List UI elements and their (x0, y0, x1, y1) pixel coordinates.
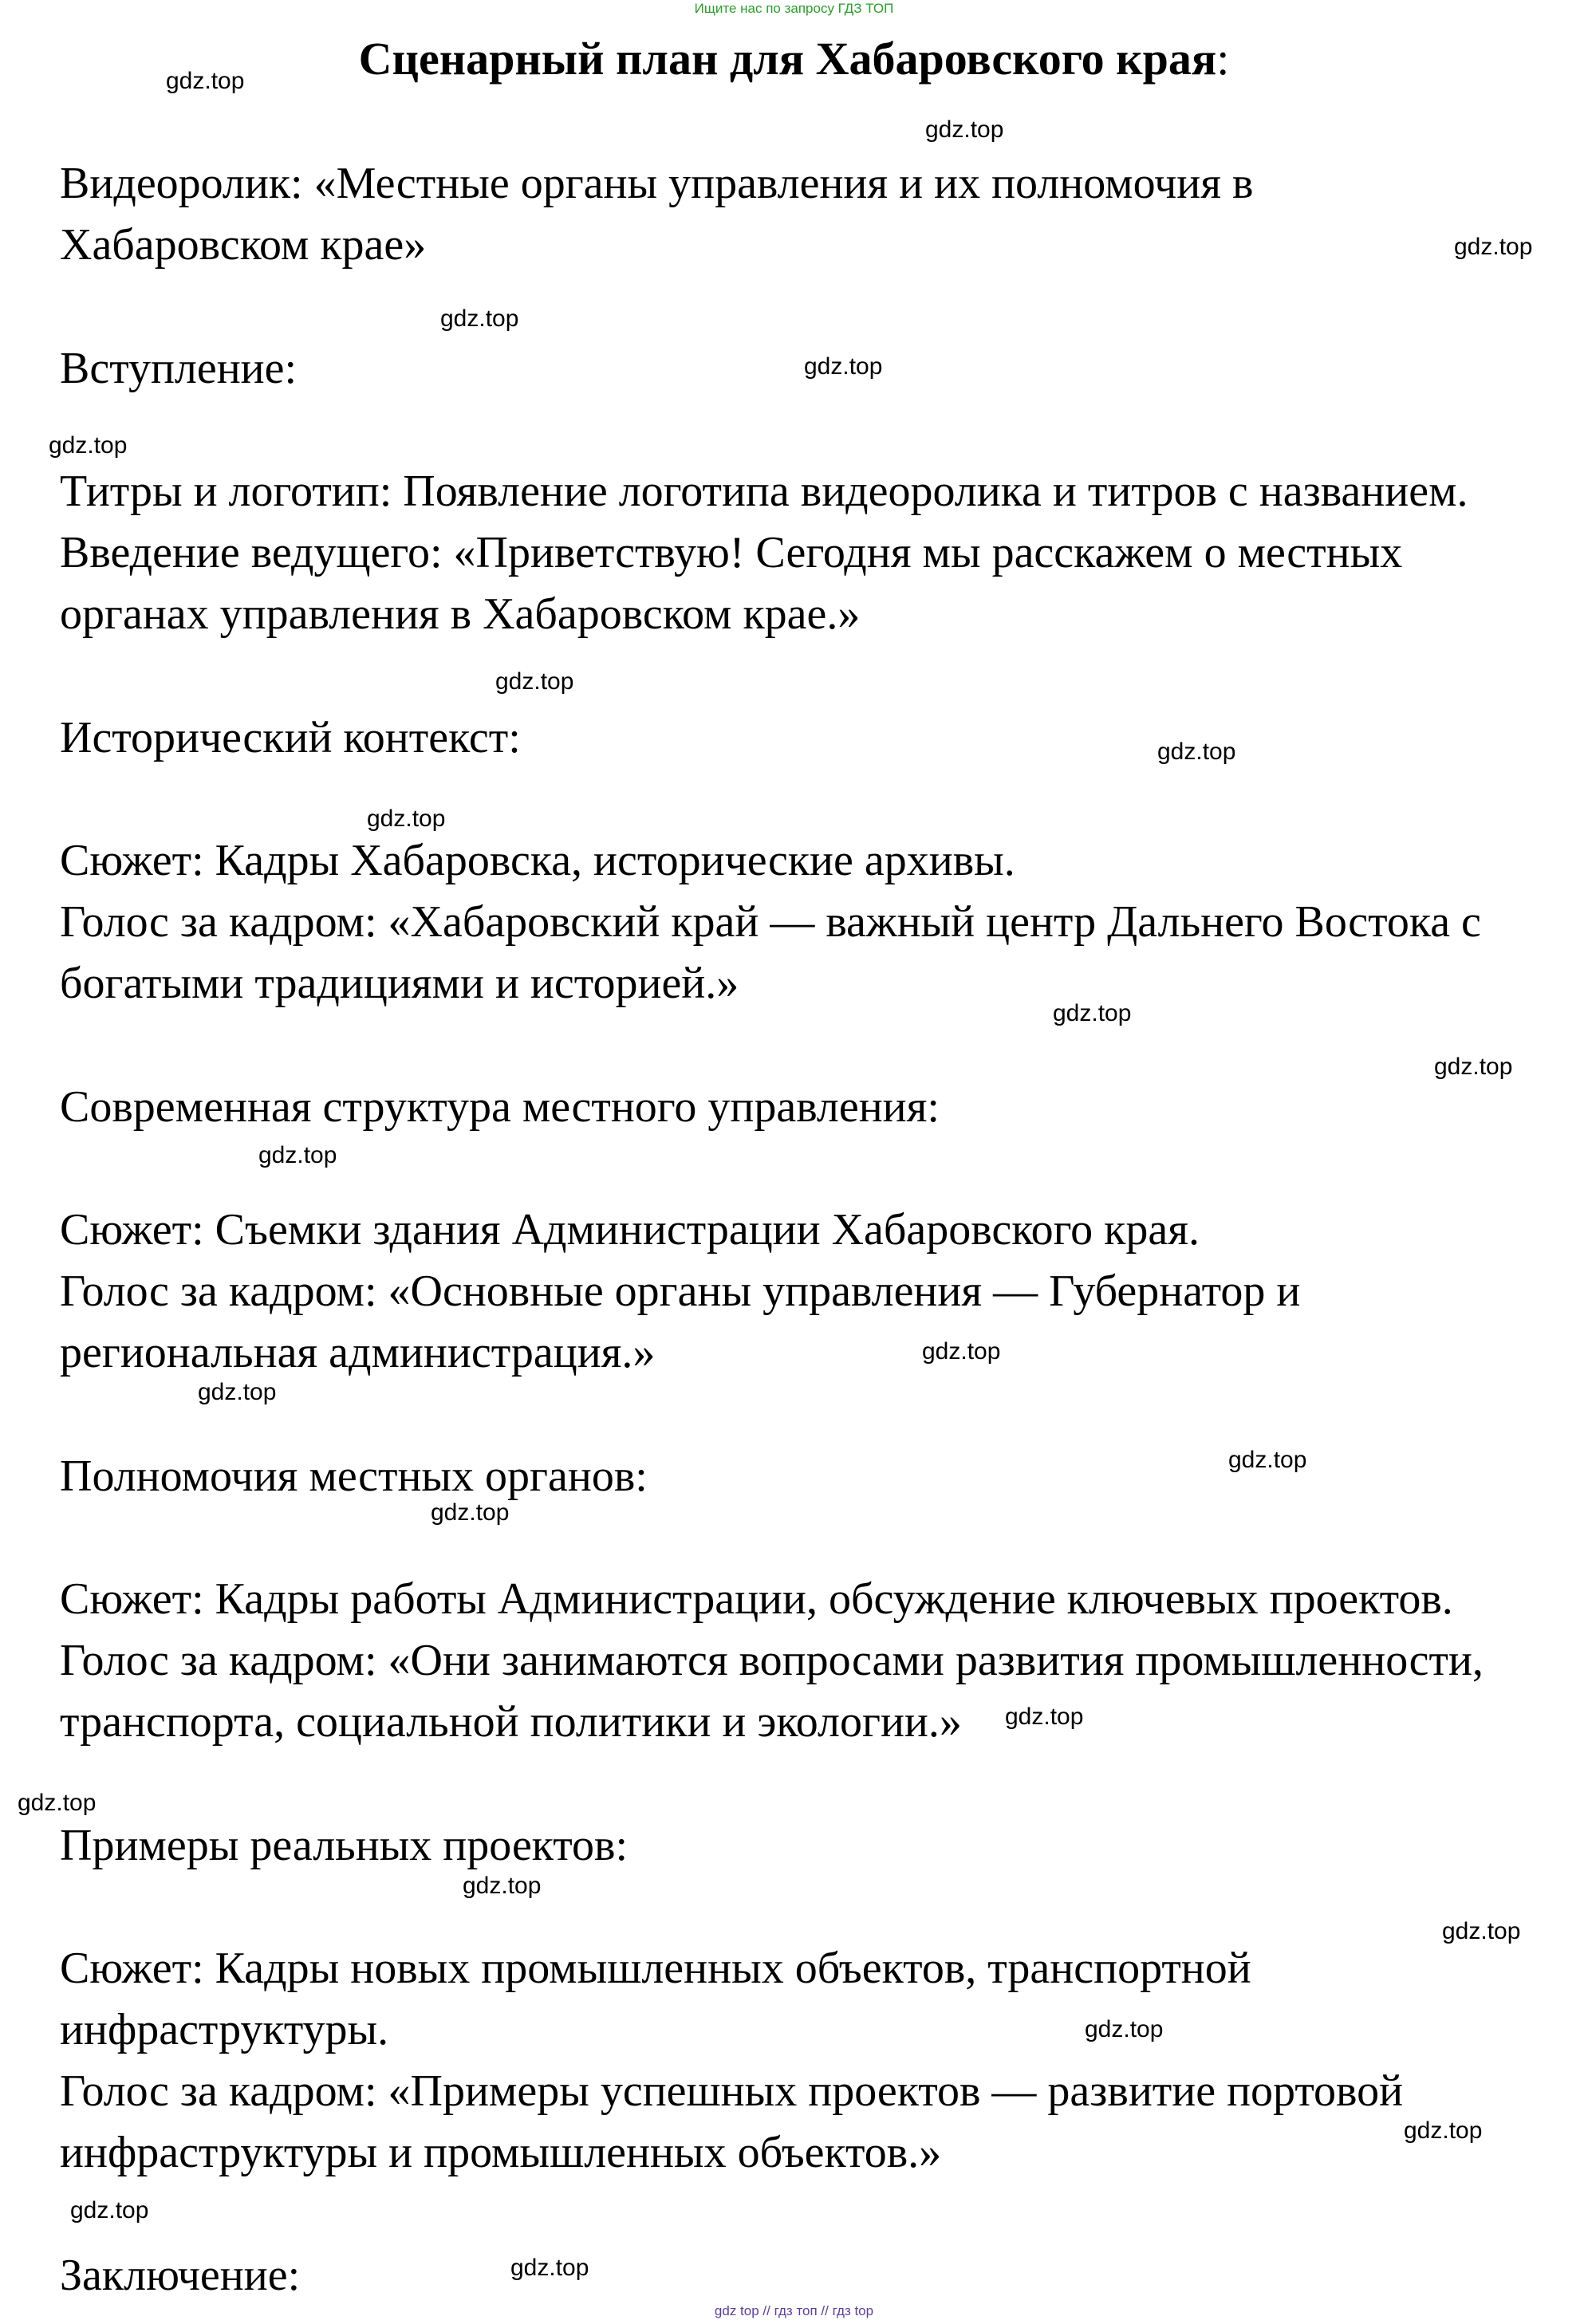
watermark: gdz.top (922, 1338, 1001, 1365)
line-structure-plot: Сюжет: Съемки здания Администрации Хабаровского края. (60, 1205, 1200, 1255)
line-projects-voice-2: инфраструктуры и промышленных объектов.» (60, 2128, 942, 2177)
watermark: gdz.top (463, 1873, 542, 1899)
watermark: gdz.top (440, 305, 519, 332)
line-video-title-2: Хабаровском крае» (60, 220, 427, 270)
heading-projects: Примеры реальных проектов: (60, 1821, 629, 1870)
line-projects-voice-1: Голос за кадром: «Примеры успешных проектов — развитие портовой (60, 2066, 1404, 2116)
watermark: gdz.top (1053, 1000, 1132, 1026)
line-structure-voice-2: региональная администрация.» (60, 1328, 656, 1377)
watermark: gdz.top (1442, 1918, 1521, 1944)
line-history-voice-2: богатыми традициями и историей.» (60, 959, 739, 1008)
line-powers-voice-1: Голос за кадром: «Они занимаются вопросами развития промышленности, (60, 1636, 1484, 1685)
watermark: gdz.top (1228, 1447, 1307, 1473)
watermark: gdz.top (1454, 234, 1533, 260)
watermark: gdz.top (510, 2255, 589, 2281)
watermark: gdz.top (166, 68, 245, 94)
line-projects-plot-2: инфраструктуры. (60, 2005, 389, 2054)
watermark: gdz.top (18, 1790, 97, 1816)
line-powers-voice-2: транспорта, социальной политики и экологии.» (60, 1697, 962, 1747)
watermark: gdz.top (925, 116, 1004, 143)
watermark: gdz.top (258, 1142, 337, 1168)
page-title-suffix: : (1216, 33, 1230, 85)
watermark: gdz.top (495, 668, 574, 695)
line-powers-plot: Сюжет: Кадры работы Администрации, обсуждение ключевых проектов. (60, 1574, 1453, 1624)
watermark: gdz.top (1157, 739, 1236, 765)
watermark: gdz.top (1005, 1704, 1084, 1730)
watermark: gdz.top (70, 2197, 149, 2224)
search-hint: Ищите нас по запросу ГДЗ ТОП (694, 1, 894, 16)
watermark: gdz.top (431, 1499, 510, 1526)
heading-history: Исторический контекст: (60, 713, 521, 762)
heading-structure: Современная структура местного управления: (60, 1082, 940, 1132)
heading-conclusion: Заключение: (60, 2251, 301, 2300)
heading-intro: Вступление: (60, 344, 298, 393)
line-intro-titles: Титры и логотип: Появление логотипа видеоролика и титров с названием. (60, 467, 1468, 516)
footer-note: gdz top // гдз топ // гдз top (714, 2303, 874, 2318)
watermark: gdz.top (198, 1379, 277, 1405)
page-title-text: Сценарный план для Хабаровского края (358, 33, 1217, 85)
watermark: gdz.top (804, 353, 883, 380)
line-video-title-1: Видеоролик: «Местные органы управления и их полномочия в (60, 159, 1254, 208)
line-history-voice-1: Голос за кадром: «Хабаровский край — важный центр Дальнего Востока с (60, 897, 1481, 947)
line-intro-host-2: органах управления в Хабаровском крае.» (60, 589, 861, 639)
line-projects-plot-1: Сюжет: Кадры новых промышленных объектов, транспортной (60, 1944, 1251, 1993)
watermark: gdz.top (1085, 2016, 1164, 2042)
line-history-plot: Сюжет: Кадры Хабаровска, исторические архивы. (60, 836, 1015, 885)
watermark: gdz.top (1434, 1054, 1513, 1080)
watermark: gdz.top (367, 806, 446, 832)
watermark: gdz.top (49, 432, 128, 459)
heading-powers: Полномочия местных органов: (60, 1452, 648, 1501)
watermark: gdz.top (1404, 2117, 1483, 2144)
line-structure-voice-1: Голос за кадром: «Основные органы управления — Губернатор и (60, 1266, 1301, 1316)
line-intro-host-1: Введение ведущего: «Приветствую! Сегодня мы расскажем о местных (60, 528, 1403, 577)
